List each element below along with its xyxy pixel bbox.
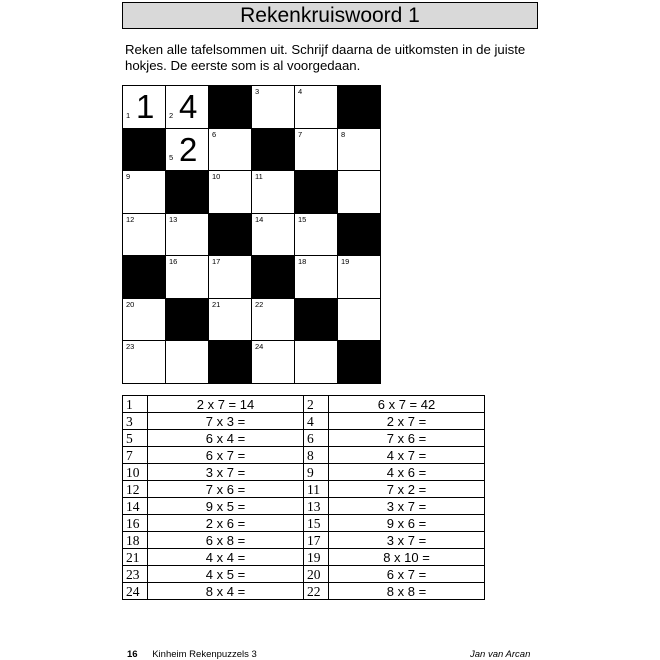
cell-number: 8 [341,129,346,139]
black-cell [295,299,338,342]
sum-number: 14 [123,498,148,515]
grid-cell[interactable] [209,129,252,172]
sum-number: 4 [304,413,329,430]
sum-row [123,532,485,549]
sum-number: 9 [304,464,329,481]
grid-cell[interactable] [252,214,295,257]
sum-expression: 4 x 7 = [329,447,485,464]
sum-number: 10 [123,464,148,481]
cell-number: 4 [298,87,303,96]
sum-row [123,413,485,430]
black-cell [123,129,166,172]
sum-expression: 3 x 7 = [329,498,485,515]
grid-cell[interactable] [166,86,209,129]
cell-digit: 1 [136,88,155,125]
sum-number: 17 [304,532,329,549]
cell-number: 1 [126,110,131,120]
sum-number: 8 [304,447,329,464]
grid-cell[interactable] [209,256,252,299]
grid-cell[interactable] [123,341,166,384]
sum-number: 24 [123,583,148,600]
sum-expression: 2 x 6 = [148,515,304,532]
book-title: Kinheim Rekenpuzzels 3 [152,649,257,660]
grid-cell[interactable] [295,129,338,172]
black-cell [209,341,252,384]
cell-number: 7 [298,129,303,139]
grid-cell[interactable] [295,341,338,384]
sum-number: 5 [123,430,148,447]
crossword-grid [122,85,381,384]
black-cell [338,341,381,384]
grid-cell[interactable] [252,86,295,129]
cell-number: 6 [212,129,217,139]
grid-cell[interactable] [338,299,381,342]
sum-expression: 6 x 8 = [148,532,304,549]
sum-expression: 8 x 4 = [148,583,304,600]
grid-cell[interactable] [338,171,381,214]
grid-cell[interactable] [123,214,166,257]
black-cell [252,129,295,172]
sum-number: 7 [123,447,148,464]
black-cell [209,86,252,129]
sum-expression: 8 x 8 = [329,583,485,600]
sum-number: 2 [304,396,329,413]
grid-cell[interactable] [123,86,166,129]
grid-cell[interactable] [123,171,166,214]
sum-number: 21 [123,549,148,566]
grid-cell[interactable] [338,256,381,299]
cell-number: 18 [298,257,307,266]
sum-expression: 6 x 4 = [148,430,304,447]
cell-number: 23 [126,342,135,351]
sum-expression: 4 x 4 = [148,549,304,566]
sum-expression: 6 x 7 = 42 [329,396,485,413]
black-cell [166,171,209,214]
sum-number: 12 [123,481,148,498]
cell-number: 3 [255,87,260,96]
cell-number: 2 [169,110,174,120]
sum-row [123,430,485,447]
black-cell [252,256,295,299]
sum-row [123,481,485,498]
grid-cell[interactable] [295,86,338,129]
grid-cell[interactable] [209,171,252,214]
sum-expression: 4 x 5 = [148,566,304,583]
cell-digit: 4 [179,88,198,125]
sum-row [123,566,485,583]
sum-expression: 9 x 6 = [329,515,485,532]
sum-number: 16 [123,515,148,532]
page-number: 16 [127,649,138,660]
sum-row [123,498,485,515]
sum-number: 11 [304,481,329,498]
cell-number: 12 [126,214,135,224]
sum-row [123,447,485,464]
grid-cell[interactable] [166,256,209,299]
sum-expression: 7 x 6 = [148,481,304,498]
grid-cell[interactable] [123,299,166,342]
cell-number: 20 [126,299,135,309]
sum-expression: 2 x 7 = [329,413,485,430]
sum-number: 19 [304,549,329,566]
black-cell [166,299,209,342]
footer-left [127,649,257,660]
cell-number: 11 [255,172,263,181]
sums-table [122,395,485,600]
cell-number: 9 [126,172,131,181]
sum-number: 22 [304,583,329,600]
black-cell [295,171,338,214]
sum-number: 13 [304,498,329,515]
cell-number: 24 [255,342,264,351]
instructions [125,42,545,74]
cell-number: 14 [255,214,264,224]
cell-number: 22 [255,299,264,309]
sum-expression: 3 x 7 = [329,532,485,549]
cell-number: 15 [298,214,307,224]
grid-cell[interactable] [252,171,295,214]
sum-number: 1 [123,396,148,413]
sum-expression: 6 x 7 = [329,566,485,583]
cell-number: 13 [169,214,178,224]
sum-expression: 7 x 3 = [148,413,304,430]
sum-row [123,515,485,532]
sum-expression: 7 x 2 = [329,481,485,498]
grid-cell[interactable] [166,129,209,172]
sum-expression: 4 x 6 = [329,464,485,481]
grid-cell[interactable] [338,129,381,172]
black-cell [338,214,381,257]
sum-expression: 9 x 5 = [148,498,304,515]
grid-cell[interactable] [295,214,338,257]
cell-digit: 2 [179,130,198,168]
grid-cell[interactable] [295,256,338,299]
sum-row [123,396,485,413]
sum-number: 20 [304,566,329,583]
sum-expression: 3 x 7 = [148,464,304,481]
sum-expression: 8 x 10 = [329,549,485,566]
sum-number: 23 [123,566,148,583]
author-name: Jan van Arcan [470,649,531,660]
cell-number: 21 [212,299,221,309]
black-cell [123,256,166,299]
grid-cell[interactable] [166,214,209,257]
sum-row [123,549,485,566]
black-cell [209,214,252,257]
sum-row [123,464,485,481]
instructions-line-1: Reken alle tafelsommen uit. Schrijf daarna de uitkomsten in de juiste [125,42,526,57]
cell-number: 17 [212,257,221,266]
cell-number: 16 [169,257,178,266]
sum-expression: 2 x 7 = 14 [148,396,304,413]
sum-number: 6 [304,430,329,447]
sum-number: 18 [123,532,148,549]
cell-number: 10 [212,172,221,181]
grid-cell[interactable] [166,341,209,384]
instructions-line-2: hokjes. De eerste som is al voorgedaan. [125,58,361,73]
sum-row [123,583,485,600]
page-title: Rekenkruiswoord 1 [122,2,538,29]
cell-number: 19 [341,257,350,266]
sum-expression: 6 x 7 = [148,447,304,464]
sum-number: 15 [304,515,329,532]
sum-number: 3 [123,413,148,430]
sum-expression: 7 x 6 = [329,430,485,447]
black-cell [338,86,381,129]
cell-number: 5 [169,153,174,162]
grid-cell[interactable] [252,299,295,342]
grid-cell[interactable] [209,299,252,342]
grid-cell[interactable] [252,341,295,384]
